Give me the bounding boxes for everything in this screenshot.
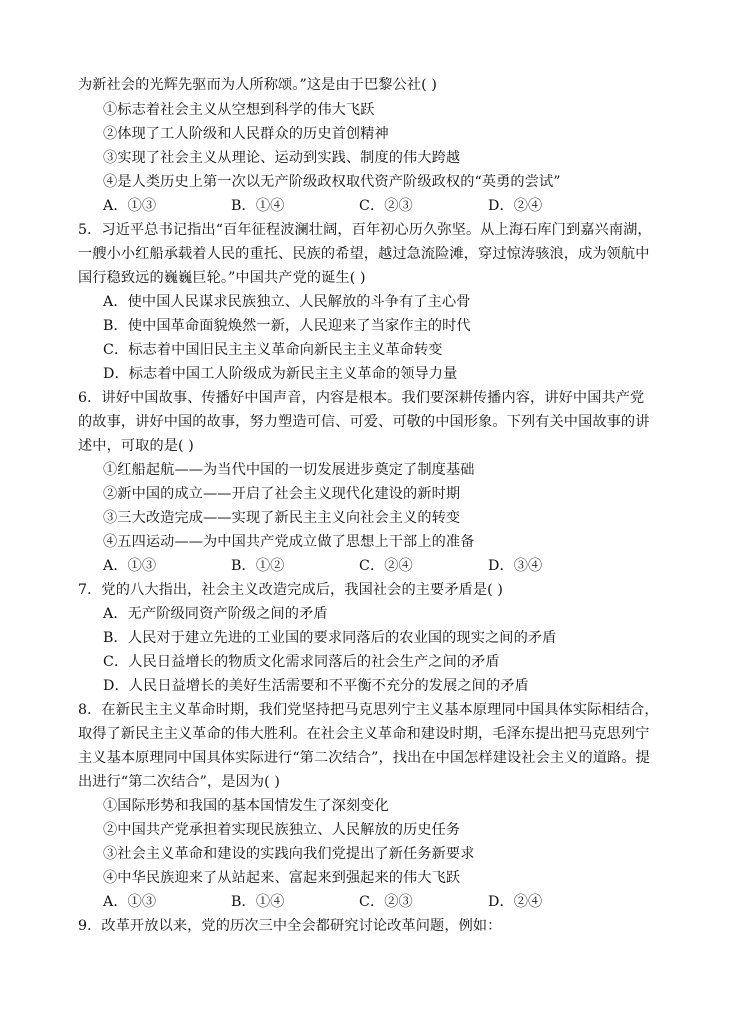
q8-item-3: ③社会主义革命和建设的实践向我们党提出了新任务新要求 xyxy=(103,846,475,862)
q4-item-3: ③实现了社会主义从理论、运动到实践、制度的伟大跨越 xyxy=(103,150,461,166)
q4-option-d: D．②④ xyxy=(488,198,543,214)
q8-option-b: B．①④ xyxy=(231,894,285,910)
q4-option-b: B．①④ xyxy=(231,198,285,214)
q8-stem-line-3: 主义基本原理同中国具体实际进行“第二次结合”，找出在中国怎样建设社会主义的道路。提 xyxy=(78,750,650,766)
q4-stem-line: 为新社会的光辉先驱而为人所称颂。”这是由于巴黎公社( ) xyxy=(78,77,438,93)
q4-option-c: C．②③ xyxy=(359,198,413,214)
q5-choice-b: B．使中国革命面貌焕然一新，人民迎来了当家作主的时代 xyxy=(103,318,471,334)
q6-item-1: ①红船起航——为当代中国的一切发展进步奠定了制度基础 xyxy=(103,462,475,478)
q8-stem-line-4: 出进行“第二次结合”，是因为( ) xyxy=(78,774,281,790)
q6-option-d: D．③④ xyxy=(488,558,543,574)
q5-stem-line-2: 一艘小小红船承载着人民的重托、民族的希望，越过急流险滩，穿过惊涛骇浪，成为领航中 xyxy=(78,246,650,262)
q6-stem-line-2: 的故事，讲好中国的故事，努力塑造可信、可爱、可敬的中国形象。下列有关中国故事的讲 xyxy=(78,414,650,430)
q7-choice-b: B．人民对于建立先进的工业国的要求同落后的农业国的现实之间的矛盾 xyxy=(103,630,557,646)
q7-choice-a: A．无产阶级同资产阶级之间的矛盾 xyxy=(103,606,328,622)
q7-choice-c: C．人民日益增长的物质文化需求同落后的社会生产之间的矛盾 xyxy=(103,654,500,670)
q6-option-a: A．①③ xyxy=(103,558,157,574)
q4-option-a: A．①③ xyxy=(103,198,157,214)
q5-choice-a: A．使中国人民谋求民族独立、人民解放的斗争有了主心骨 xyxy=(103,294,471,310)
q6-stem-line-1: 6．讲好中国故事、传播好中国声音，内容是根本。我们要深耕传播内容，讲好中国共产党 xyxy=(78,390,645,406)
q6-option-c: C．②④ xyxy=(359,558,413,574)
q6-option-b: B．①② xyxy=(231,558,285,574)
q4-item-2: ②体现了工人阶级和人民群众的历史首创精神 xyxy=(103,126,389,142)
q5-choice-d: D．标志着中国工人阶级成为新民主主义革命的领导力量 xyxy=(103,366,458,382)
q6-item-3: ③三大改造完成——实现了新民主主义向社会主义的转变 xyxy=(103,510,461,526)
q7-choice-d: D．人民日益增长的美好生活需要和不平衡不充分的发展之间的矛盾 xyxy=(103,678,529,694)
q5-stem-line-1: 5．习近平总书记指出“百年征程波澜壮阔，百年初心历久弥坚。从上海石库门到嘉兴南湖， xyxy=(78,222,652,238)
q7-stem-line-1: 7．党的八大指出，社会主义改造完成后，我国社会的主要矛盾是( ) xyxy=(78,582,504,598)
q6-stem-line-3: 述中，可取的是( ) xyxy=(78,438,194,454)
q8-item-1: ①国际形势和我国的基本国情发生了深刻变化 xyxy=(103,798,389,814)
q8-option-a: A．①③ xyxy=(103,894,157,910)
q4-item-4: ④是人类历史上第一次以无产阶级政权取代资产阶级政权的“英勇的尝试” xyxy=(103,174,561,190)
q8-stem-line-2: 取得了新民主主义革命的伟大胜利。在社会主义革命和建设时期，毛泽东提出把马克思列宁 xyxy=(78,726,650,742)
q8-option-d: D．②④ xyxy=(488,894,543,910)
q8-option-c: C．②③ xyxy=(359,894,413,910)
q5-stem-line-3: 国行稳致远的巍巍巨轮。”中国共产党的诞生( ) xyxy=(78,270,366,286)
q4-item-1: ①标志着社会主义从空想到科学的伟大飞跃 xyxy=(103,102,375,118)
q9-stem-line-1: 9．改革开放以来，党的历次三中全会都研究讨论改革问题，例如： xyxy=(78,918,502,934)
q8-item-2: ②中国共产党承担着实现民族独立、人民解放的历史任务 xyxy=(103,822,461,838)
q8-item-4: ④中华民族迎来了从站起来、富起来到强起来的伟大飞跃 xyxy=(103,870,461,886)
q8-stem-line-1: 8．在新民主主义革命时期，我们党坚持把马克思列宁主义基本原理同中国具体实际相结合， xyxy=(78,702,659,718)
q6-item-4: ④五四运动——为中国共产党成立做了思想上干部上的准备 xyxy=(103,534,475,550)
q6-item-2: ②新中国的成立——开启了社会主义现代化建设的新时期 xyxy=(103,486,461,502)
q5-choice-c: C．标志着中国旧民主主义革命向新民主主义革命转变 xyxy=(103,342,443,358)
